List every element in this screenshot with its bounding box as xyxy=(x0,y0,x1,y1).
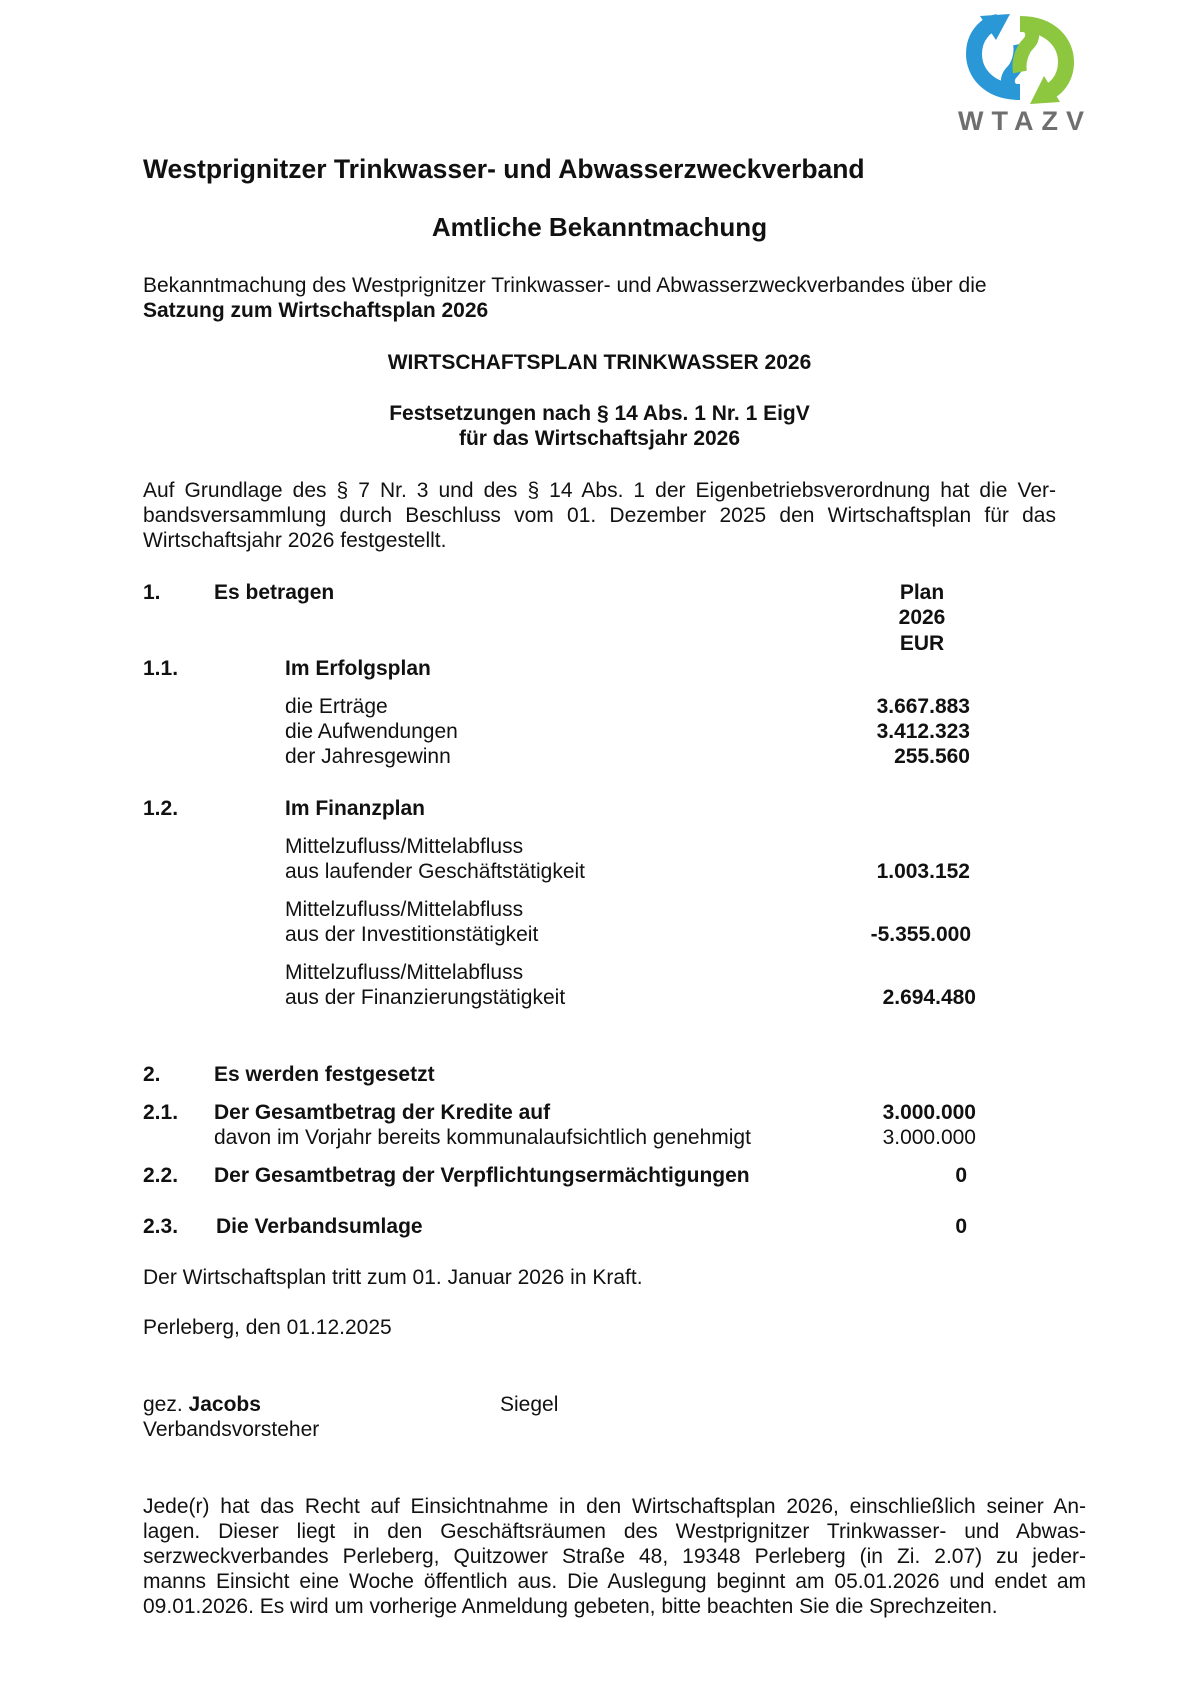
row-value-aufwendungen: 3.412.323 xyxy=(876,720,970,743)
row-value-jahresgewinn: 255.560 xyxy=(894,745,970,768)
recycle-arrows-icon xyxy=(958,14,1082,106)
preamble-line-1: Auf Grundlage des § 7 Nr. 3 und des § 14 Abs. 1 der Eigenbetriebsverordnung hat die Ver- xyxy=(143,479,1056,502)
section-2-2-title: Der Gesamtbetrag der Verpflichtungsermächtigungen xyxy=(214,1164,750,1187)
intro-line-1: Bekanntmachung des Westprignitzer Trinkwasser- und Abwasserzweckverbandes über die xyxy=(143,274,987,297)
column-header-year: 2026 xyxy=(898,606,946,629)
closing-line-2: lagen. Dieser liegt in den Geschäftsräumen des Westprignitzer Trinkwasser- und Abwas- xyxy=(143,1520,1086,1543)
effective-date-text: Der Wirtschaftsplan tritt zum 01. Januar 2026 in Kraft. xyxy=(143,1266,643,1289)
section-2-1-sub-label: davon im Vorjahr bereits kommunalaufsichtlich genehmigt xyxy=(214,1126,751,1149)
section-2-2-number: 2.2. xyxy=(143,1164,179,1187)
preamble-line-2: bandsversammlung durch Beschluss vom 01. Dezember 2025 den Wirtschaftsplan für das xyxy=(143,504,1056,527)
section-2-1-title: Der Gesamtbetrag der Kredite auf xyxy=(214,1101,551,1124)
row-label-investition-2: aus der Investitionstätigkeit xyxy=(285,923,539,946)
intro-line-2: Satzung zum Wirtschaftsplan 2026 xyxy=(143,299,489,322)
closing-line-4: manns Einsicht eine Woche öffentlich aus. Die Auslegung beginnt am 05.01.2026 und endet am xyxy=(143,1570,1086,1593)
organization-title: Westprignitzer Trinkwasser- und Abwasserzweckverband xyxy=(143,154,865,184)
closing-line-3: serzweckverbandes Perleberg, Quitzower Straße 48, 19348 Perleberg (in Zi. 2.07) zu jeder- xyxy=(143,1545,1086,1568)
row-label-geschaeft-1: Mittelzufluss/Mittelabfluss xyxy=(285,835,524,858)
row-label-finanzierung-2: aus der Finanzierungstätigkeit xyxy=(285,986,566,1009)
preamble-line-3: Wirtschaftsjahr 2026 festgestellt. xyxy=(143,529,447,552)
row-value-geschaeft: 1.003.152 xyxy=(876,860,970,883)
column-header-plan: Plan xyxy=(899,581,945,604)
row-label-finanzierung-1: Mittelzufluss/Mittelabfluss xyxy=(285,961,524,984)
section-2-1-value: 3.000.000 xyxy=(882,1101,976,1124)
column-header-currency: EUR xyxy=(899,632,945,655)
logo-wordmark: WTAZV xyxy=(958,106,1092,136)
section-1-1-title: Im Erfolgsplan xyxy=(285,657,431,680)
row-value-finanzierung: 2.694.480 xyxy=(882,986,976,1009)
signatory-role: Verbandsvorsteher xyxy=(143,1418,320,1441)
signature-line xyxy=(143,1392,261,1417)
section-2-1-sub-value: 3.000.000 xyxy=(882,1126,976,1149)
notice-title: Amtliche Bekanntmachung xyxy=(431,212,768,242)
section-2-3-title: Die Verbandsumlage xyxy=(216,1215,423,1238)
section-1-title: Es betragen xyxy=(214,581,335,604)
row-label-ertraege: die Erträge xyxy=(285,695,388,718)
subtitle-line-2: für das Wirtschaftsjahr 2026 xyxy=(458,427,741,450)
section-1-2-number: 1.2. xyxy=(143,797,179,820)
section-2-3-value: 0 xyxy=(955,1215,967,1238)
signatory-name: Jacobs xyxy=(188,1393,261,1416)
section-1-1-number: 1.1. xyxy=(143,657,179,680)
row-label-geschaeft-2: aus laufender Geschäftstätigkeit xyxy=(285,860,586,883)
subtitle-line-1: Festsetzungen nach § 14 Abs. 1 Nr. 1 EigV xyxy=(389,402,810,425)
section-2-3-number: 2.3. xyxy=(143,1215,179,1238)
section-2-2-value: 0 xyxy=(955,1164,967,1187)
wtazv-logo xyxy=(958,14,1092,136)
place-date-text: Perleberg, den 01.12.2025 xyxy=(143,1316,392,1339)
row-label-jahresgewinn: der Jahresgewinn xyxy=(285,745,451,768)
row-label-investition-1: Mittelzufluss/Mittelabfluss xyxy=(285,898,524,921)
section-2-title: Es werden festgesetzt xyxy=(214,1063,435,1086)
row-value-investition: -5.355.000 xyxy=(870,923,971,946)
plan-title: WIRTSCHAFTSPLAN TRINKWASSER 2026 xyxy=(387,351,812,374)
section-2-number: 2. xyxy=(143,1063,161,1086)
section-1-2-title: Im Finanzplan xyxy=(285,797,426,820)
section-2-1-number: 2.1. xyxy=(143,1101,179,1124)
row-value-ertraege: 3.667.883 xyxy=(876,695,970,718)
closing-line-1: Jede(r) hat das Recht auf Einsichtnahme in den Wirtschaftsplan 2026, einschließlich seiner An- xyxy=(143,1495,1086,1518)
closing-line-5: 09.01.2026. Es wird um vorherige Anmeldung gebeten, bitte beachten Sie die Sprechzeiten. xyxy=(143,1595,998,1618)
section-1-number: 1. xyxy=(143,581,161,604)
signature-prefix: gez. xyxy=(143,1393,189,1416)
row-label-aufwendungen: die Aufwendungen xyxy=(285,720,458,743)
seal-placeholder: Siegel xyxy=(500,1393,559,1416)
